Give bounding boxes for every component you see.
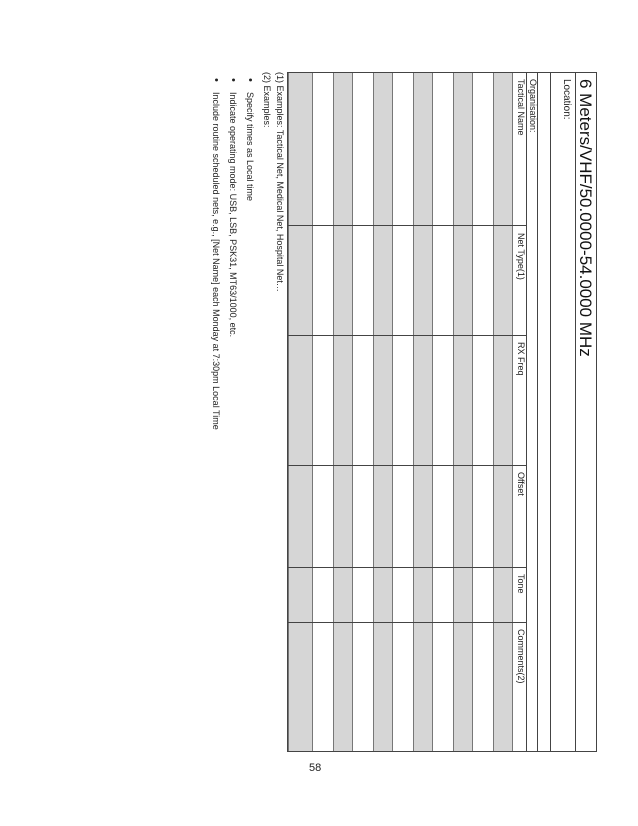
location-row [550, 72, 575, 752]
footnote-bullet: • Include routine scheduled nets, e.g., [Net Name] each Monday at 7:30pm Local Time [211, 92, 221, 430]
organisation-label: Organisation: [528, 79, 538, 133]
table-row [413, 73, 433, 751]
col-header-comments: Comments(2) [516, 629, 526, 684]
form-title: 6 Meters/VHF/50.0000-54.0000 MHz [576, 79, 595, 357]
col-divider [288, 225, 526, 226]
col-header-tactical-name: Tactical Name [516, 79, 526, 136]
col-divider [288, 335, 526, 336]
frequency-form [211, 72, 597, 752]
table-row [333, 73, 353, 751]
col-divider [288, 567, 526, 568]
location-label: Location: [561, 79, 572, 120]
footnote-2: (2) Examples: [262, 72, 272, 128]
form-content [211, 72, 597, 752]
col-header-tone: Tone [516, 574, 526, 594]
table-row [288, 73, 313, 751]
table-row [493, 73, 513, 751]
col-header-net-type: Net Type(1) [516, 233, 526, 280]
footnote-bullet: • Indicate operating mode: USB, LSB, PSK31, MT63/1000, etc. [228, 92, 238, 337]
page-number: 58 [309, 762, 322, 774]
footnote-bullet: • Specify times as Local time [245, 92, 255, 201]
col-header-rx-freq: RX Freq [516, 342, 526, 376]
table-row [453, 73, 473, 751]
blank-row [537, 72, 550, 752]
footnote-1: (1) Examples: Tactical Net, Medical Net, Hospital Net… [275, 72, 285, 292]
title-row [575, 72, 597, 752]
col-divider [288, 622, 526, 623]
col-divider [288, 465, 526, 466]
table-row [373, 73, 393, 751]
col-header-offset: Offset [516, 472, 526, 496]
organisation-row [526, 72, 537, 752]
net-table [287, 72, 526, 752]
